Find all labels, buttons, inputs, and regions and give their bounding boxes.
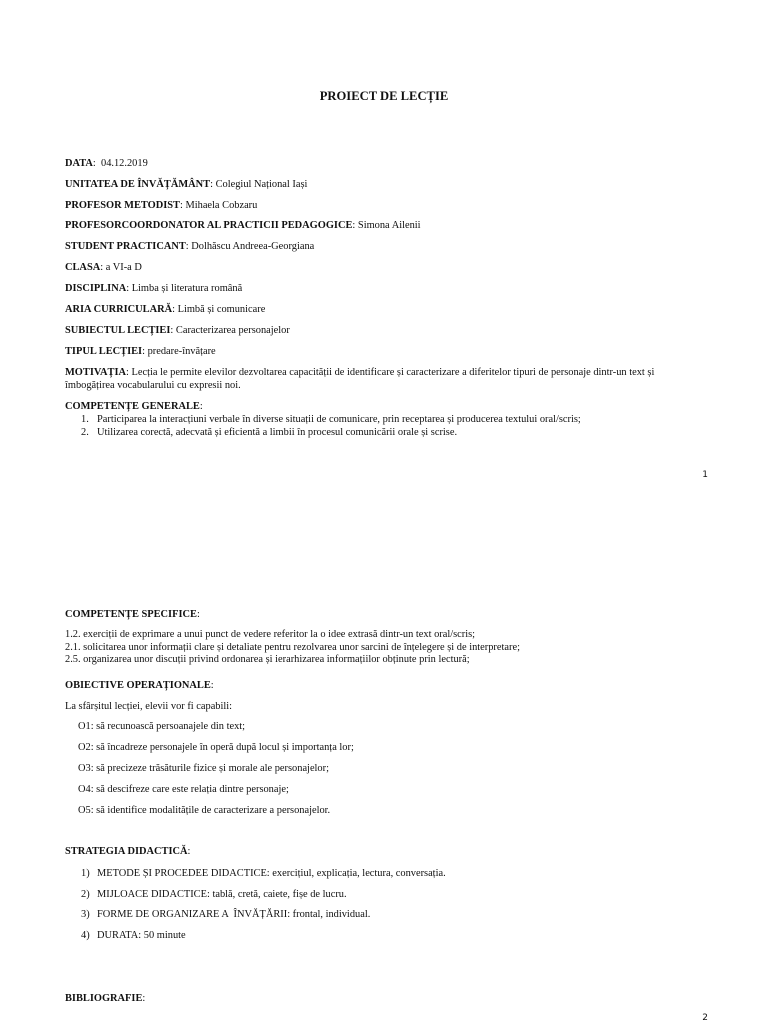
field-separator: : <box>92 158 101 169</box>
section-separator: : <box>210 680 214 691</box>
field-disciplina <box>65 282 705 295</box>
list-number: 1) <box>81 868 90 879</box>
list-text: Utilizarea corectă, adecvată și eficientă a limbii în procesul comunicării orale și scrise. <box>97 427 458 438</box>
field-label: SUBIECTUL LECȚIEI <box>65 325 171 336</box>
section-separator: : <box>196 609 200 620</box>
list-text: Participarea la interacțiuni verbale în diverse situații de comunicare, prin receptarea și producerea textului oral/scris; <box>97 414 581 425</box>
field-separator: : <box>126 367 132 378</box>
field-value: Limba și literatura română <box>131 283 243 294</box>
field-label: CLASA <box>65 262 101 273</box>
competenta-generala-item <box>81 426 721 439</box>
field-label: TIPUL LECȚIEI <box>65 346 143 357</box>
field-value: Colegiul Național Iași <box>215 179 308 190</box>
field-separator: : <box>172 304 178 315</box>
obiectiv-item: O1: să recunoască persoanajele din text; <box>78 721 246 732</box>
list-text: DURATA: 50 minute <box>97 930 186 941</box>
field-student-practicant <box>65 240 705 253</box>
field-label: ARIA CURRICULARĂ <box>65 304 173 315</box>
section-label: BIBLIOGRAFIE <box>65 993 143 1004</box>
strategia-item <box>81 867 721 880</box>
field-value: a VI-a D <box>105 262 142 273</box>
field-label: PROFESOR METODIST <box>65 200 180 211</box>
competente-specifice-heading <box>65 608 705 621</box>
field-label: PROFESORCOORDONATOR AL PRACTICII PEDAGOGICE <box>65 220 353 231</box>
field-profesor-metodist <box>65 199 705 212</box>
strategia-heading <box>65 845 705 858</box>
obiectiv-item: O4: să descifreze care este relația dintre personaje; <box>78 784 289 795</box>
section-label: OBIECTIVE OPERAȚIONALE <box>65 680 211 691</box>
page-number: 1 <box>702 470 708 480</box>
strategia-item <box>81 888 721 901</box>
field-value: Limbă și comunicare <box>177 304 266 315</box>
list-text: MIJLOACE DIDACTICE: tablă, cretă, caiete, fișe de lucru. <box>97 889 347 900</box>
field-clasa <box>65 261 705 274</box>
bibliografie-heading <box>65 992 705 1005</box>
field-tipul-lectiei <box>65 345 705 358</box>
section-label: STRATEGIA DIDACTICĂ <box>65 846 188 857</box>
field-label: DATA <box>65 158 93 169</box>
field-separator: : <box>352 220 358 231</box>
field-separator: : <box>180 200 186 211</box>
page-number: 2 <box>702 1013 708 1023</box>
section-separator: : <box>199 401 203 412</box>
list-text: FORME DE ORGANIZARE A ÎNVĂȚĂRII: frontal, individual. <box>97 909 371 920</box>
obiectiv-item: O5: să identifice modalitățile de caracterizare a personajelor. <box>78 805 331 816</box>
list-number: 3) <box>81 909 90 920</box>
field-motivatia <box>65 366 695 392</box>
obiectiv-item: O2: să încadreze personajele în operă după locul și importanța lor; <box>78 742 354 753</box>
competenta-generala-item <box>81 413 721 426</box>
obiective-intro: La sfârșitul lecției, elevii vor fi capabili: <box>65 701 233 712</box>
field-label: MOTIVAȚIA <box>65 367 127 378</box>
field-aria-curriculara <box>65 303 705 316</box>
field-separator: : <box>185 241 192 252</box>
field-separator: : <box>142 346 148 357</box>
obiectiv-item: O3: să precizeze trăsăturile fizice și morale ale personajelor; <box>78 763 329 774</box>
field-separator: : <box>170 325 176 336</box>
section-separator: : <box>187 846 191 857</box>
list-number: 2) <box>81 889 90 900</box>
strategia-item <box>81 929 721 942</box>
section-separator: : <box>142 993 146 1004</box>
field-value: 04.12.2019 <box>101 158 148 169</box>
field-value: Simona Ailenii <box>357 220 421 231</box>
field-value: predare-învățare <box>147 346 216 357</box>
strategia-item <box>81 908 721 921</box>
field-separator: : <box>100 262 106 273</box>
field-value: Mihaela Cobzaru <box>185 200 258 211</box>
document-title: PROIECT DE LECȚIE <box>319 89 449 103</box>
field-label: UNITATEA DE ÎNVĂȚĂMÂNT <box>65 179 211 190</box>
field-label: DISCIPLINA <box>65 283 127 294</box>
field-subiectul-lectiei <box>65 324 705 337</box>
field-data <box>65 157 705 170</box>
field-value: Dolhăscu Andreea-Georgiana <box>191 241 315 252</box>
list-number: 2. <box>81 427 89 438</box>
competenta-specifica-item: 2.1. solicitarea unor informații clare și detaliate pentru rezolvarea unor sarcini de înțelegere și de interpretare; <box>65 642 520 653</box>
competenta-specifica-item: 2.5. organizarea unor discuții privind ordonarea și ierarhizarea informațiilor obținute prin lectură; <box>65 654 470 665</box>
field-profesor-coordonator <box>65 219 705 232</box>
field-unitatea <box>65 178 705 191</box>
competente-generale-heading <box>65 400 705 413</box>
list-text: METODE ȘI PROCEDEE DIDACTICE: exercițiul, explicația, lectura, conversația. <box>97 868 446 879</box>
competenta-specifica-item: 1.2. exerciții de exprimare a unui punct de vedere referitor la o idee extrasă dintr-un text oral/scris; <box>65 629 476 640</box>
field-value: Caracterizarea personajelor <box>175 325 290 336</box>
field-separator: : <box>210 179 216 190</box>
list-number: 4) <box>81 930 90 941</box>
field-label: STUDENT PRACTICANT <box>65 241 186 252</box>
field-separator: : <box>126 283 132 294</box>
obiective-heading <box>65 679 705 692</box>
section-label: COMPETENȚE SPECIFICE <box>65 609 197 620</box>
field-value: Lecția le permite elevilor dezvoltarea capacității de identificare și caracterizare a diferitelor tipuri de personaje dintr-un text și îmbogățirea vocabularului cu expresii noi. <box>65 367 655 391</box>
list-number: 1. <box>81 414 89 425</box>
section-label: COMPETENȚE GENERALE <box>65 401 200 412</box>
